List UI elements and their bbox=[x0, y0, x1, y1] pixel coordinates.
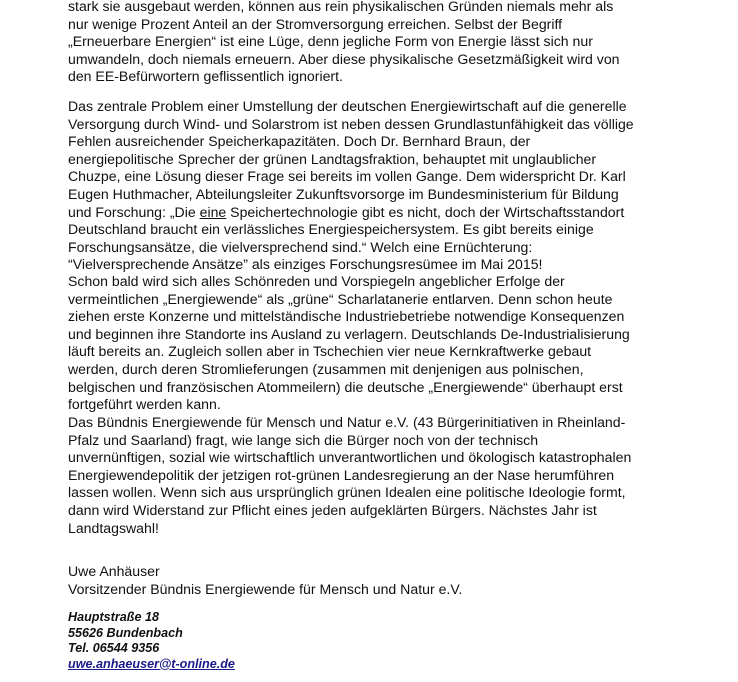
signature-role: Vorsitzender Bündnis Energiewende für Mensch und Natur e.V. bbox=[68, 580, 463, 597]
signature-name: Uwe Anhäuser bbox=[68, 563, 160, 579]
quote-start: und Forschung: „Die bbox=[68, 203, 200, 220]
contact-email-link[interactable]: uwe.anhaeuser@t-online.de bbox=[68, 656, 235, 671]
signature-block bbox=[68, 563, 462, 598]
paragraph-2-head: Das zentrale Problem einer Umstellung der deutschen Energiewirtschaft auf die generelle Versorgung durch Wind- und Solarstrom ist neben dessen Grundlastunfähigkeit das völlige Fehlen ausreichender Speicherkapazitäten. Doch Dr. Bernhard Braun, der energiepolitische Sprecher der grünen Landtagsfraktion, behauptet mit unglaublicher Chuzpe, eine Lösung dieser Frage sei bereits im vollen Gange. Dem widerspricht Dr. Karl Eugen Huthmacher, Abteilungsleiter Zukunftsvorsorge im Bundesministerium für Bildung bbox=[68, 98, 634, 202]
contact-block bbox=[68, 610, 235, 672]
underlined-word: eine bbox=[199, 203, 227, 220]
contact-street: Hauptstraße 18 bbox=[68, 610, 159, 624]
paragraph-2-tail bbox=[68, 204, 634, 274]
quote-rest: Speichertechnologie gibt es nicht, doch der Wirtschaftsstandort Deutschland braucht ein verlässliches Energiespeichersystem. Es gibt bereits einige Forschungsansätze, die vielversprechend sind.“ Welch eine Ernüchterung: “Vielversprechende Ansätze” als einziges Forschungsresümee im Mai 2015! bbox=[68, 203, 625, 273]
paragraph-3: Schon bald wird sich alles Schönreden und Vorspiegeln angeblicher Erfolge der vermeintlichen „Energiewende“ als „grüne“ Scharlatanerie entlarven. Denn schon heute ziehen erste Konzerne und mittelständische Industriebetriebe notwendige Konsequenzen und beginnen ihre Standorte ins Ausland zu verlagern. Deutschlands De-Industrialisierung läuft bereits an. Zugleich sollen aber in Tschechien vier neue Kernkraftwerke gebaut werden, durch deren Stromlieferungen (zusammen mit denjenigen aus polnischen, belgischen und französischen Atommeilern) die deutsche „Energiewende“ überhaupt erst fortgeführt werden kann. bbox=[68, 273, 630, 413]
paragraph-1: stark sie ausgebaut werden, können aus rein physikalischen Gründen niemals mehr als nur wenige Prozent Anteil an der Stromversorgung erreichen. Selbst der Begriff „Erneuerbare Energien“ ist eine Lüge, denn jegliche Form von Energie lässt sich nur umwandeln, doch niemals erneuern. Aber diese physikalische Gesetzmäßigkeit wird von den EE-Befürwortern geflissentlich ignoriert. bbox=[68, 0, 620, 85]
paragraph-4: Das Bündnis Energiewende für Mensch und Natur e.V. (43 Bürgerinitiativen in Rheinland- Pfalz und Saarland) fragt, wie lange sich die Bürger noch von der technisch unvernünftigen, sozial wie wirtschaftlich unverantwortlichen und ökologisch katastrophalen Energiewendepolitik der jetzigen rot-grünen Landesregierung an der Nase herumführen lassen wollen. Wenn sich aus ursprünglich grünen Idealen eine politische Ideologie formt, dann wird Widerstand zur Pflicht eines jeden aufgeklärten Bürgers. Nächstes Jahr ist Landtagswahl! bbox=[68, 414, 632, 536]
contact-phone: Tel. 06544 9356 bbox=[68, 641, 160, 655]
contact-city: 55626 Bundenbach bbox=[68, 625, 183, 640]
paragraph-2 bbox=[68, 98, 634, 274]
